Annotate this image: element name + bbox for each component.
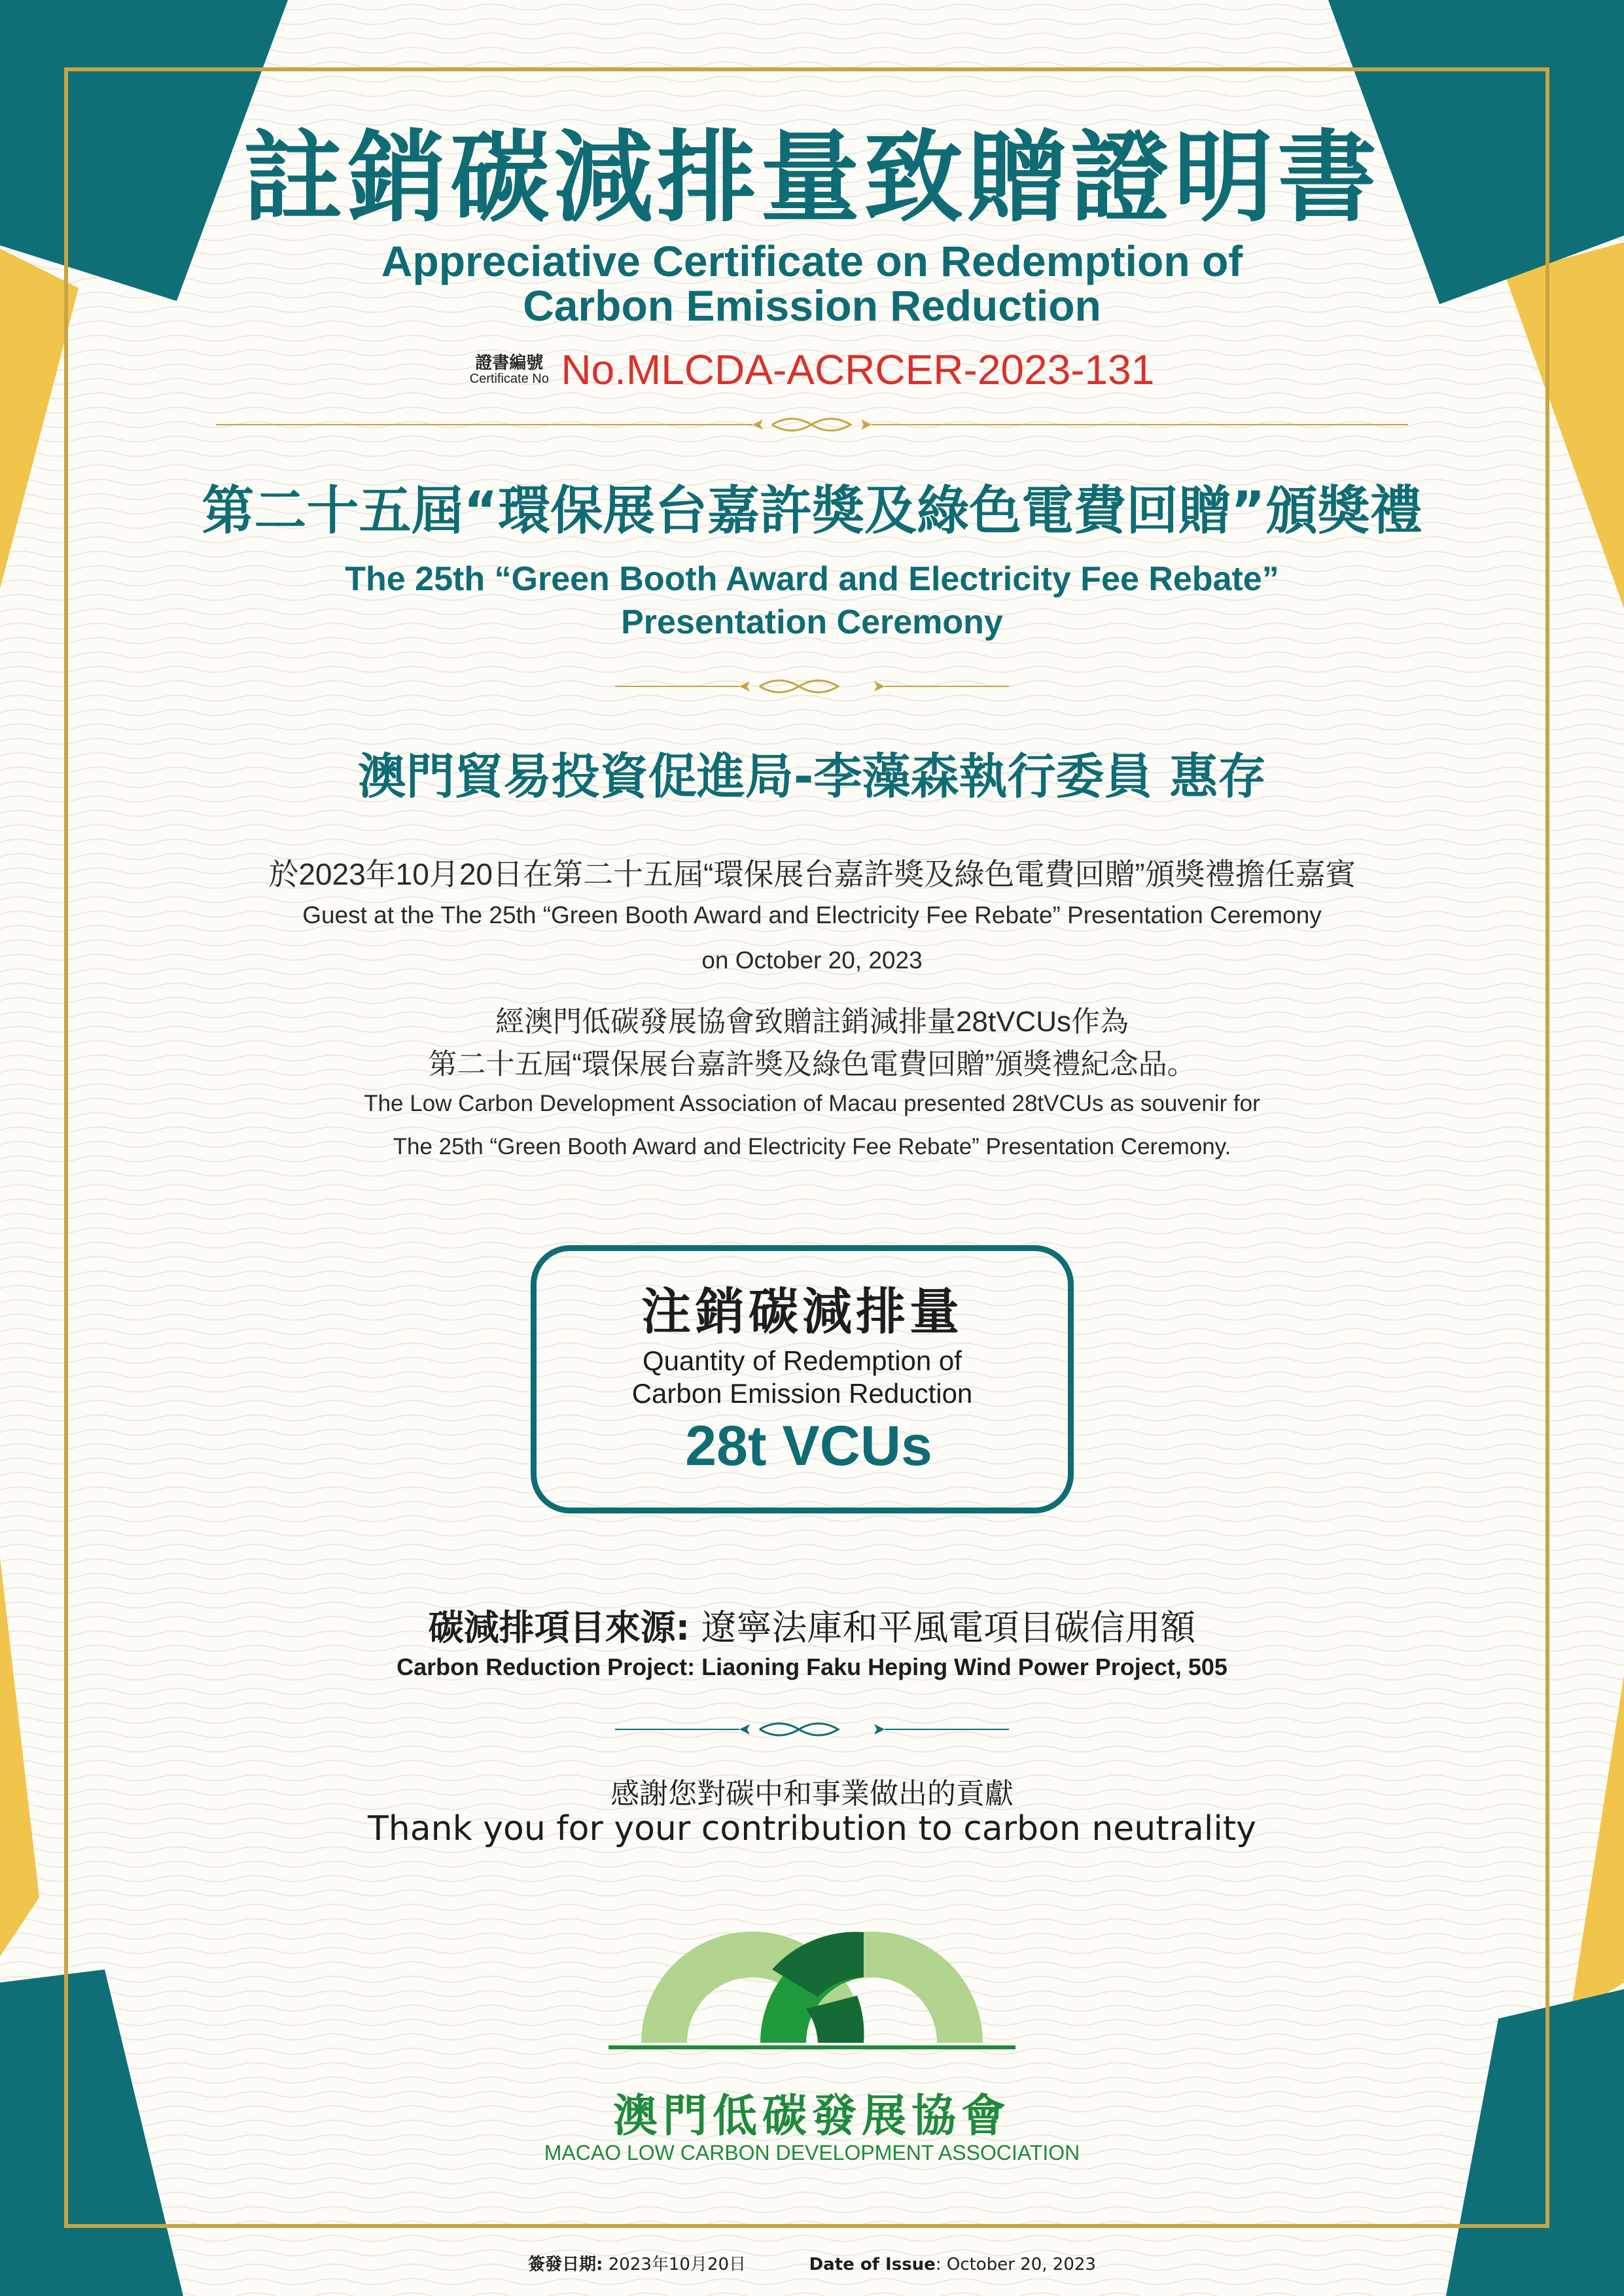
project-source-en — [0, 1653, 1624, 1681]
issue-date-zh — [528, 2251, 746, 2275]
project-source-value-zh: 遼寧法庫和平風電項目碳信用額 — [701, 1607, 1196, 1648]
certificate-title-en-line1: Appreciative Certificate on Redemption of — [381, 237, 1243, 285]
project-source-label-zh: 碳減排項目來源: — [428, 1607, 690, 1648]
quantity-label-en-line1: Quantity of Redemption of — [643, 1345, 962, 1376]
body-line-6: The Low Carbon Development Association of Macau presented 28tVCUs as souvenir for — [364, 1091, 1260, 1116]
event-title-en-line1: The 25th “Green Booth Award and Electricity Fee Rebate” — [345, 560, 1279, 598]
issue-date-value-en: : October 20, 2023 — [935, 2255, 1096, 2274]
project-source-zh — [0, 1600, 1624, 1650]
flourish-ornament-icon — [216, 411, 1408, 438]
project-source-value-en: : Liaoning Faku Heping Wind Power Project, 505 — [687, 1653, 1227, 1680]
issue-date-en — [809, 2255, 1096, 2274]
logo-arches-icon — [609, 1924, 1015, 2052]
quantity-label-en-line2: Carbon Emission Reduction — [631, 1378, 973, 1409]
body-line-5: 第二十五屆“環保展台嘉許獎及綠色電費回贈”頒獎禮紀念品。 — [428, 1048, 1196, 1080]
thanks-en: Thank you for your contribution to carbon neutrality — [368, 1809, 1256, 1848]
issue-date-value-zh: 2023年10月20日 — [608, 2255, 747, 2274]
project-source-label-en: Carbon Reduction Project — [397, 1653, 688, 1680]
certificate-number-label — [470, 353, 549, 386]
certificate-label-zh: 證書編號 — [475, 353, 544, 372]
quantity-label-en — [537, 1345, 1068, 1410]
body-line-1: 於2023年10月20日在第二十五屆“環保展台嘉許獎及綠色電費回贈”頒獎禮擔任嘉賓 — [268, 857, 1356, 891]
issue-label-zh: 簽發日期: — [528, 2255, 603, 2274]
organization-name-zh: 澳門低碳發展協會 — [612, 2091, 1011, 2142]
flourish-ornament-icon — [615, 1716, 1009, 1743]
issue-date-row — [0, 2251, 1624, 2275]
certificate-title-en — [0, 239, 1624, 328]
certificate-label-en: Certificate No — [469, 372, 549, 386]
body-line-3: on October 20, 2023 — [701, 947, 923, 974]
quantity-box — [531, 1245, 1074, 1513]
event-title-en — [0, 557, 1624, 644]
issue-label-en: Date of Issue — [809, 2255, 936, 2274]
certificate-number: No.MLCDA-ACRCER-2023-131 — [561, 346, 1155, 393]
quantity-label-zh: 注銷碳減排量 — [641, 1282, 963, 1341]
body-line-2: Guest at the The 25th “Green Booth Award and Electricity Fee Rebate” Presentation Ceremony — [302, 902, 1322, 928]
flourish-ornament-icon — [615, 673, 1009, 700]
body-line-4: 經澳門低碳發展協會致贈註銷減排量28tVCUs作為 — [495, 1006, 1129, 1038]
certificate-title-en-line2: Carbon Emission Reduction — [523, 281, 1101, 330]
event-title-en-line2: Presentation Ceremony — [621, 603, 1003, 641]
body-line-7: The 25th “Green Booth Award and Electricity Fee Rebate” Presentation Ceremony. — [393, 1134, 1231, 1159]
thanks-zh: 感謝您對碳中和事業做出的貢獻 — [610, 1777, 1014, 1810]
recipient-name: 澳門貿易投資促進局-李藻森執行委員 惠存 — [357, 749, 1267, 805]
event-title-zh: 第二十五屆“環保展台嘉許獎及綠色電費回贈”頒獎禮 — [202, 480, 1422, 541]
organization-name-en: MACAO LOW CARBON DEVELOPMENT ASSOCIATION — [544, 2141, 1080, 2164]
certificate-title-zh: 註銷碳減排量致贈證明書 — [243, 120, 1381, 236]
quantity-value: 28t VCUs — [685, 1415, 932, 1477]
certificate-number-row — [0, 345, 1624, 394]
